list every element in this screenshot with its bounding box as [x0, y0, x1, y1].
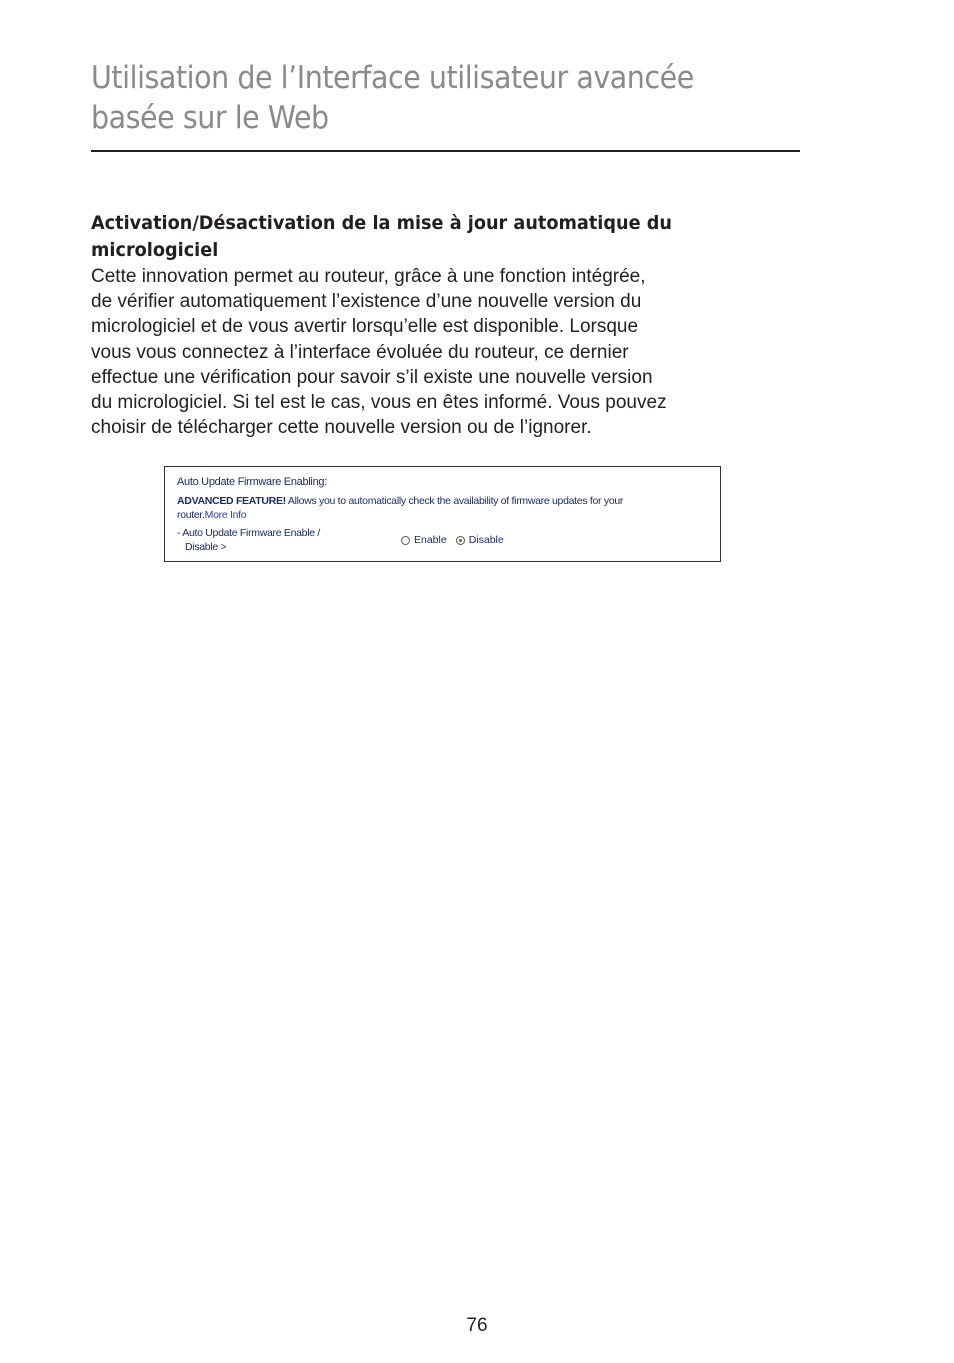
- section-heading: [91, 210, 742, 264]
- page-title: [91, 58, 753, 138]
- page-title-line-2: basée sur le Web: [91, 100, 329, 136]
- section-heading-line-2: micrologiciel: [91, 239, 219, 261]
- body-line: Cette innovation permet au routeur, grâce à une fonction intégrée,: [91, 266, 646, 287]
- page-number: 76: [466, 1315, 488, 1336]
- body-paragraph: [91, 264, 791, 440]
- auto-update-setting-label: [177, 526, 320, 554]
- disable-radio-button[interactable]: [456, 536, 465, 545]
- auto-update-radio-group: [401, 534, 513, 546]
- setting-label-line-2: Disable >: [185, 541, 227, 553]
- body-line: choisir de télécharger cette nouvelle version ou de l’ignorer.: [91, 417, 592, 439]
- disable-radio-label: Disable: [468, 534, 504, 546]
- setting-label-line-1: - Auto Update Firmware Enable /: [177, 527, 321, 539]
- title-divider: [91, 150, 800, 152]
- more-info-link[interactable]: More Info: [204, 509, 247, 521]
- body-line: micrologiciel et de vous avertir lorsqu’elle est disponible. Lorsque: [91, 316, 639, 338]
- advanced-feature-label: ADVANCED FEATURE!: [177, 495, 286, 507]
- enable-radio-button[interactable]: [401, 536, 410, 545]
- panel-description: [177, 494, 697, 522]
- body-line: effectue une vérification pour savoir s’il existe une nouvelle version: [91, 366, 653, 388]
- disable-radio-option[interactable]: [456, 534, 504, 546]
- body-line: vous vous connectez à l’interface évoluée du routeur, ce dernier: [91, 341, 629, 363]
- enable-radio-label: Enable: [414, 534, 447, 546]
- enable-radio-option[interactable]: [401, 534, 447, 546]
- panel-title: Auto Update Firmware Enabling:: [177, 476, 327, 488]
- panel-description-text: Allows you to automatically check the availability of firmware updates for your: [285, 495, 624, 507]
- firmware-update-panel: [164, 466, 721, 562]
- page-title-line-1: Utilisation de l’Interface utilisateur avancée: [91, 60, 694, 96]
- panel-description-text-2: router.: [177, 509, 205, 521]
- body-line: de vérifier automatiquement l’existence d’une nouvelle version du: [91, 291, 642, 313]
- body-line: du micrologiciel. Si tel est le cas, vous en êtes informé. Vous pouvez: [91, 392, 667, 414]
- section-heading-line-1: Activation/Désactivation de la mise à jour automatique du: [91, 212, 672, 234]
